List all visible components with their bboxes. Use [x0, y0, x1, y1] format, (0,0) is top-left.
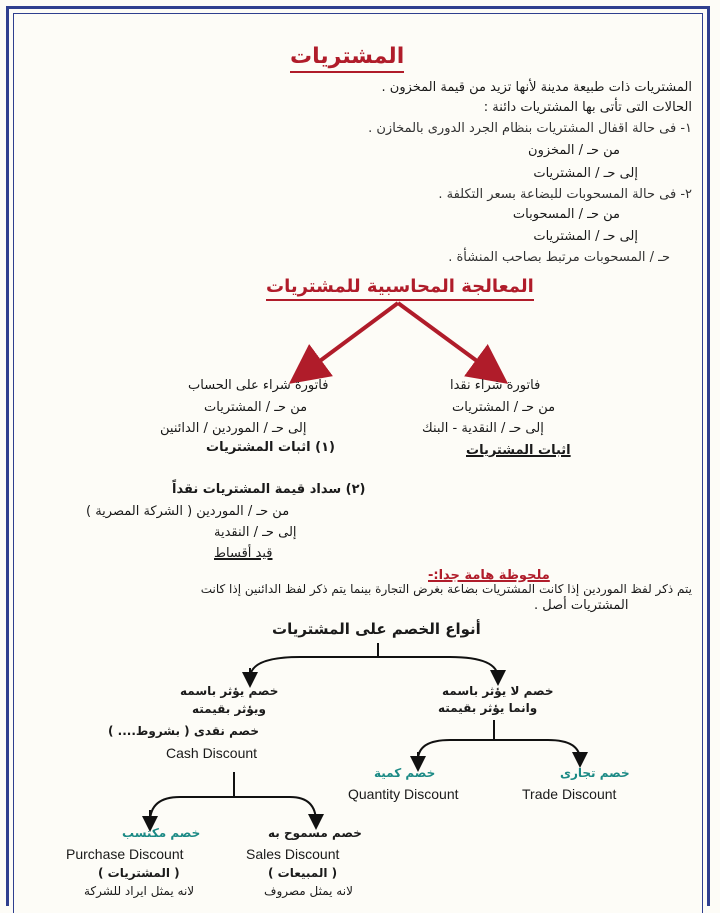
- arrow-to-credit: [305, 303, 398, 372]
- credit-invoice-label: (١) اثبات المشتريات: [206, 440, 335, 455]
- branch-no-effect: [418, 720, 580, 760]
- intro-line-1: المشتريات ذات طبيعة مدينة لأنها تزيد من قيمة المخزون .: [381, 80, 692, 95]
- branch-discount-types: [250, 643, 498, 678]
- sales-paren: ( المبيعات ): [268, 866, 338, 880]
- sales-discount-en: Sales Discount: [246, 846, 340, 862]
- arrow-to-cash: [398, 303, 492, 372]
- earned-discount-ar: خصم مكتسب: [122, 826, 201, 840]
- quantity-discount-ar: خصم كمية: [374, 766, 436, 780]
- allowed-discount-ar: خصم مسموح به: [268, 826, 362, 840]
- payment-credit: إلى حـ / النقدية: [214, 525, 297, 540]
- purchase-discount-en: Purchase Discount: [66, 846, 184, 862]
- case-1-credit: إلى حـ / المشتريات: [533, 166, 638, 181]
- installments-label: قيد أقساط: [214, 546, 273, 561]
- cash-invoice-debit: من حـ / المشتريات: [452, 400, 556, 415]
- trade-discount-en: Trade Discount: [522, 786, 617, 802]
- case-2-text: ٢- فى حالة المسحوبات للبضاعة بسعر التكلفة .: [438, 187, 692, 202]
- credit-invoice-credit: إلى حـ / الموردين / الدائنين: [160, 421, 307, 436]
- credit-invoice-debit: من حـ / المشتريات: [204, 400, 308, 415]
- important-note-line-1: يتم ذكر لفظ الموردين إذا كانت المشتريات بضاعة بغرض التجارة بينما يتم ذكر لفظ الدائنين إذا كانت: [200, 582, 692, 596]
- case-2-debit: من حـ / المسحوبات: [512, 207, 620, 222]
- trade-discount-ar: خصم تجارى: [560, 766, 630, 780]
- cash-discount-label: Cash Discount: [166, 745, 258, 761]
- no-effect-line-1: خصم لا يؤثر باسمه: [442, 684, 554, 698]
- case-1-debit: من حـ / المخزون: [528, 143, 620, 158]
- quantity-discount-en: Quantity Discount: [348, 786, 459, 802]
- credit-invoice-title: فاتورة شراء على الحساب: [188, 378, 329, 393]
- important-note-line-2: المشتريات أصل .: [534, 598, 629, 613]
- cash-invoice-title: فاتورة شراء نقدا: [450, 378, 541, 393]
- branch-cash-discount: [150, 772, 316, 822]
- important-note-heading: ملحوظة هامة جدا:-: [428, 568, 550, 583]
- payment-title: (٢) سداد قيمة المشتريات نقداً: [172, 482, 366, 497]
- page-title: المشتريات: [290, 44, 404, 73]
- effect-line-2: ويؤثر بقيمته: [192, 702, 266, 716]
- case-1-text: ١- فى حالة اقفال المشتريات بنظام الجرد الدورى بالمخازن .: [368, 121, 692, 136]
- cash-invoice-label: اثبات المشتريات: [466, 443, 571, 458]
- case-2-credit: إلى حـ / المشتريات: [533, 229, 638, 244]
- no-effect-line-2: وانما يؤثر بقيمته: [438, 701, 538, 715]
- cash-invoice-credit: إلى حـ / النقدية - البنك: [422, 421, 544, 436]
- earned-note: لانه يمثل ايراد للشركة: [84, 884, 195, 898]
- effect-line-1: خصم يؤثر باسمه: [180, 684, 279, 698]
- treatment-heading: المعالجة المحاسبية للمشتريات: [266, 276, 534, 301]
- effect-line-3: خصم نقدى ( بشروط.... ): [108, 724, 259, 738]
- purchases-paren: ( المشتريات ): [98, 866, 180, 880]
- payment-debit: من حـ / الموردين ( الشركة المصرية ): [86, 504, 290, 519]
- intro-line-2: الحالات التى تأتى بها المشتريات دائنة :: [483, 100, 692, 115]
- allowed-note: لانه يمثل مصروف: [264, 884, 353, 898]
- withdrawals-note: حـ / المسحوبات مرتبط بصاحب المنشأة .: [448, 250, 670, 265]
- discount-types-heading: أنواع الخصم على المشتريات: [272, 620, 481, 638]
